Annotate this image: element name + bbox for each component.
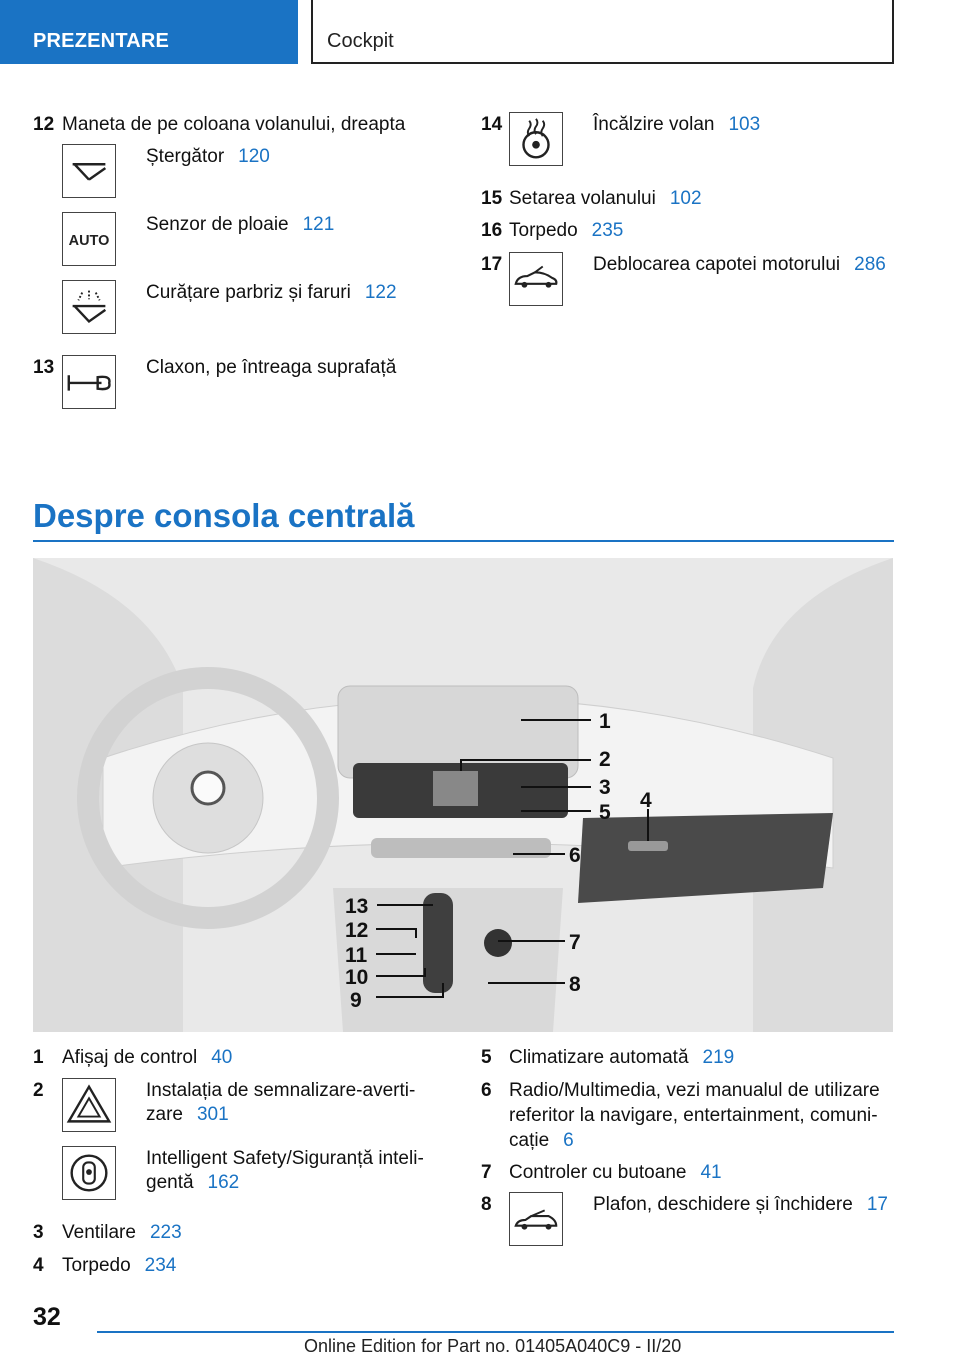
page-ref-link[interactable]: 234	[144, 1255, 177, 1276]
wiper-entry	[146, 145, 270, 169]
horn-entry: Claxon, pe întreaga suprafață	[146, 357, 397, 378]
callout-label: 9	[350, 989, 362, 1012]
page-ref-link[interactable]: 17	[866, 1194, 888, 1215]
roof-entry	[593, 1193, 888, 1217]
entry-text: Senzor de ploaie	[146, 214, 289, 235]
callout-label: 10	[345, 966, 369, 989]
hood-entry	[593, 253, 886, 277]
page-ref-link[interactable]: 41	[700, 1162, 722, 1183]
entry-text: Încălzire volan	[593, 114, 715, 135]
page-number: 32	[33, 1303, 61, 1331]
hazard-text-line1: Instalația de semnalizare-averti-	[146, 1080, 416, 1101]
item-number: 1	[33, 1047, 44, 1068]
entry-text: Ștergător	[146, 146, 225, 167]
callout-label: 6	[569, 844, 581, 867]
section-label: PREZENTARE	[33, 30, 170, 52]
callout-label: 12	[345, 919, 369, 942]
radio-text-line2: referitor la navigare, entertainment, comuni-	[509, 1105, 878, 1126]
footer-rule	[97, 1331, 894, 1333]
heated-steering-entry	[593, 113, 760, 137]
console-drawing	[33, 558, 893, 1032]
entry-text: Deblocarea capotei motorului	[593, 254, 841, 275]
page-ref-link[interactable]: 102	[669, 188, 702, 209]
item-number: 15	[481, 188, 503, 209]
heading-rule	[33, 540, 894, 542]
callout-label: 2	[599, 748, 611, 771]
rain-entry	[146, 213, 334, 237]
item-number: 17	[481, 254, 503, 275]
safety-text-line1: Intelligent Safety/Siguranță inteli-	[146, 1148, 424, 1169]
entry-text: Torpedo	[62, 1255, 131, 1276]
car-hood-icon	[509, 252, 563, 306]
glovebox-entry	[62, 1254, 176, 1278]
vent-entry	[62, 1221, 182, 1245]
callout-label: 7	[569, 931, 581, 954]
entry-text: Curățare parbriz și faruri	[146, 282, 351, 303]
callout-label: 11	[345, 944, 368, 967]
center-console-illustration	[33, 558, 893, 1032]
entry-text: Plafon, deschidere și închidere	[593, 1194, 853, 1215]
section-heading: Despre consola centrală	[33, 497, 415, 534]
item-number: 4	[33, 1255, 44, 1276]
section-tab[interactable]	[0, 0, 298, 64]
item-number: 3	[33, 1222, 44, 1243]
item-number: 13	[33, 357, 55, 378]
entry-text: Climatizare automată	[509, 1047, 689, 1068]
page-ref-link[interactable]: 121	[302, 214, 335, 235]
page-ref-link[interactable]: 301	[196, 1104, 229, 1125]
callout-label: 1	[599, 710, 611, 733]
radio-text-line1: Radio/Multimedia, vezi manualul de utilizare	[509, 1080, 880, 1101]
heated-steering-icon	[509, 112, 563, 166]
horn-icon	[62, 355, 116, 409]
item-number: 7	[481, 1162, 492, 1183]
entry-text: Controler cu butoane	[509, 1162, 687, 1183]
item-number: 12	[33, 114, 55, 135]
steering-adjust-entry	[509, 187, 702, 211]
entry-text: Torpedo	[509, 220, 578, 241]
hazard-icon	[62, 1078, 116, 1132]
controller-entry	[509, 1161, 722, 1185]
display-entry	[62, 1046, 232, 1070]
page-ref-link[interactable]: 223	[149, 1222, 182, 1243]
page-ref-link[interactable]: 219	[702, 1047, 735, 1068]
chapter-tab[interactable]	[311, 0, 894, 64]
item-number: 8	[481, 1194, 492, 1215]
callout-label: 5	[599, 801, 611, 824]
item-number: 14	[481, 114, 503, 135]
auto-icon	[62, 212, 116, 266]
entry-text: Afișaj de control	[62, 1047, 198, 1068]
page-ref-link[interactable]: 120	[238, 146, 270, 167]
item-number: 16	[481, 220, 503, 241]
chapter-label: Cockpit	[327, 30, 394, 52]
item-number: 5	[481, 1047, 492, 1068]
page-ref-link[interactable]: 122	[364, 282, 397, 303]
page-ref-link[interactable]: 162	[207, 1172, 240, 1193]
item-number: 6	[481, 1080, 492, 1101]
item-text: Maneta de pe coloana volanului, dreapta	[62, 114, 406, 135]
entry-text: cație	[509, 1130, 550, 1151]
entry-text: gentă	[146, 1172, 194, 1193]
callout-label: 13	[345, 895, 369, 918]
glovebox-entry	[509, 219, 623, 243]
callout-label: 8	[569, 973, 581, 996]
safety-entry-line2	[146, 1171, 239, 1195]
climate-entry	[509, 1046, 734, 1070]
wiper-icon	[62, 144, 116, 198]
footer-text: Online Edition for Part no. 01405A040C9 - II/20	[304, 1336, 682, 1356]
entry-text: Setarea volanului	[509, 188, 656, 209]
callout-label: 3	[599, 776, 611, 799]
page-ref-link[interactable]: 6	[563, 1130, 574, 1151]
radio-entry-line3	[509, 1129, 574, 1153]
washer-icon	[62, 280, 116, 334]
item-number: 2	[33, 1080, 44, 1101]
safety-icon	[62, 1146, 116, 1200]
page-ref-link[interactable]: 286	[854, 254, 886, 275]
entry-text: zare	[146, 1104, 183, 1125]
roof-icon	[509, 1192, 563, 1246]
hazard-entry-line2	[146, 1103, 229, 1127]
page-ref-link[interactable]: 40	[211, 1047, 233, 1068]
entry-text: Ventilare	[62, 1222, 136, 1243]
page-ref-link[interactable]: 235	[591, 220, 624, 241]
callout-label: 4	[640, 789, 652, 812]
wash-entry	[146, 281, 397, 305]
page-ref-link[interactable]: 103	[728, 114, 761, 135]
svg-text:AUTO: AUTO	[68, 232, 110, 249]
